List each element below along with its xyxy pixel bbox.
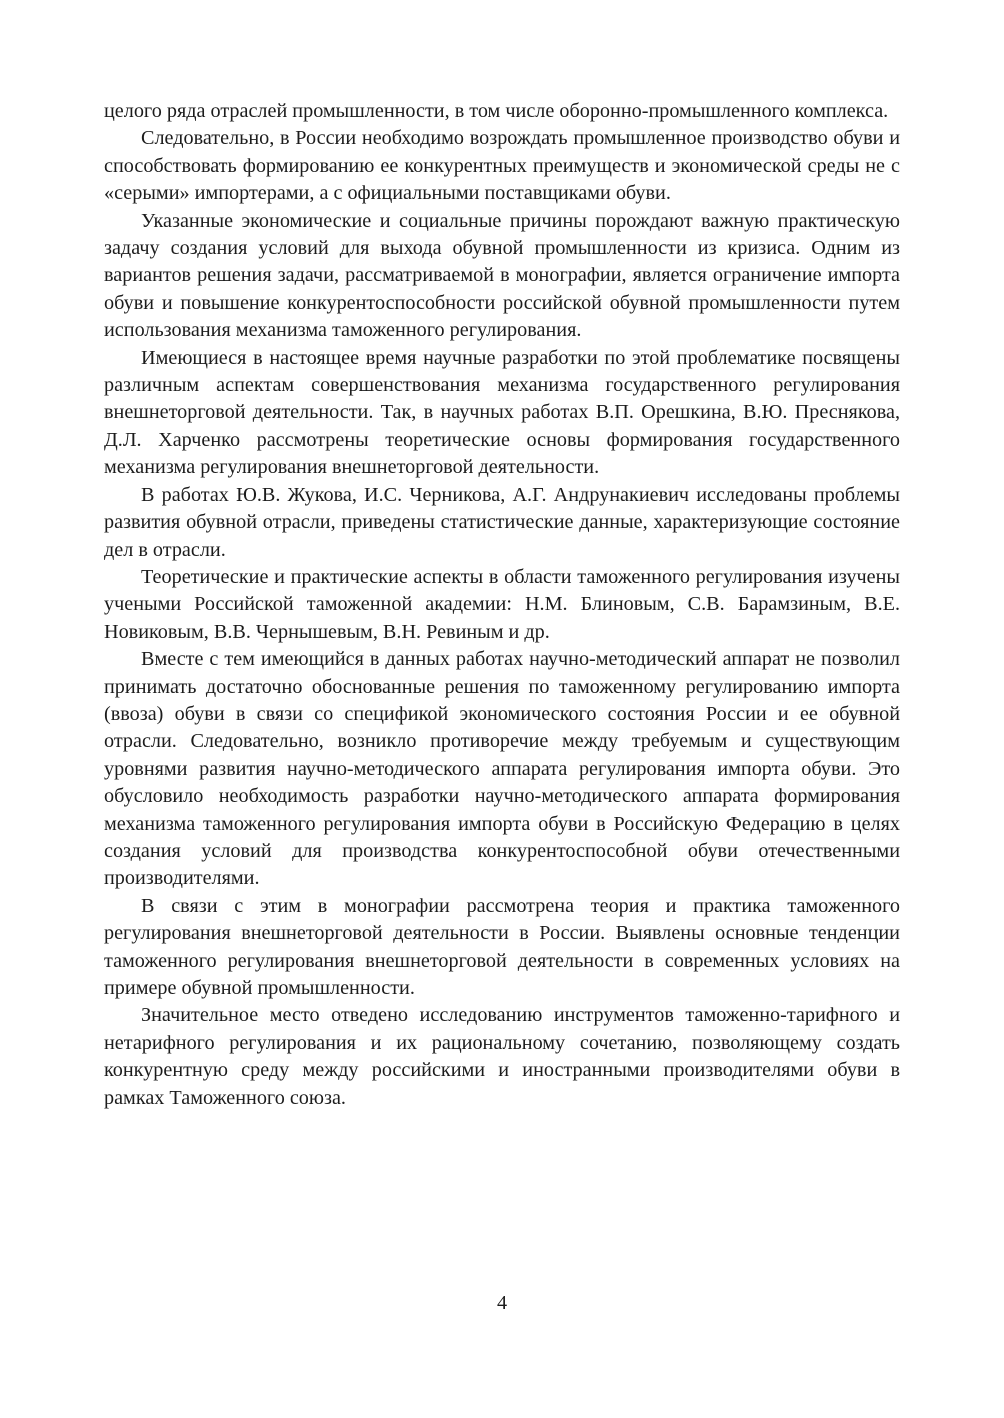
paragraph-4: Имеющиеся в настоящее время научные разработки по этой проблематике посвящены различным аспектам совершенствования механизма государственного регулирования внешнеторговой деятельности. Так, в научных работах В.П. Орешкина, В.Ю. Преснякова, Д.Л. Харченко рассмотрены теоретические основы формирования государственного механизма регулирования внешнеторговой деятельности. <box>104 346 900 479</box>
paragraph-2: Следовательно, в России необходимо возрождать промышленное производство обуви и способствовать формированию ее конкурентных преимуществ и экономической среды не с «серыми» импортерами, а с официальными поставщиками обуви. <box>104 127 900 205</box>
paragraph-3: Указанные экономические и социальные причины порождают важную практическую задачу создания условий для выхода обувной промышленности из кризиса. Одним из вариантов решения задачи, рассматриваемой в монографии, является ограничение импорта обуви и повышение конкурентоспособности российской обувной промышленности путем использования механизма таможенного регулирования. <box>104 209 900 342</box>
paragraph-7: Вместе с тем имеющийся в данных работах научно-методический аппарат не позволил принимать достаточно обоснованные решения по таможенному регулированию импорта (ввоза) обуви в связи со спецификой экономического состояния России и ее обувной отрасли. Следовательно, возникло противоречие между требуемым и существующим уровнями развития научно-методического аппарата регулирования импорта обуви. Это обусловило необходимость разработки научно-методического аппарата формирования механизма таможенного регулирования импорта обуви в Российскую Федерацию в целях создания условий для производства конкурентоспособной обуви отечественными производителями. <box>104 648 900 890</box>
document-body <box>104 98 900 1112</box>
paragraph-5: В работах Ю.В. Жукова, И.С. Черникова, А.Г. Андрунакиевич исследованы проблемы развития обувной отрасли, приведены статистические данные, характеризующие состояние дел в отрасли. <box>104 483 900 561</box>
paragraph-9: Значительное место отведено исследованию инструментов таможенно-тарифного и нетарифного регулирования и их рациональному сочетанию, позволяющему создать конкурентную среду между российскими и иностранными производителями обуви в рамках Таможенного союза. <box>104 1004 900 1109</box>
paragraph-1: целого ряда отраслей промышленности, в том числе оборонно-промышленного комплекса. <box>104 100 889 122</box>
paragraph-6: Теоретические и практические аспекты в области таможенного регулирования изучены учеными Российской таможенной академии: Н.М. Блиновым, С.В. Барамзиным, В.Е. Новиковым, В.В. Чернышевым, В.Н. Ревиным и др. <box>104 565 900 643</box>
paragraph-8: В связи с этим в монографии рассмотрена теория и практика таможенного регулирования внешнеторговой деятельности в России. Выявлены основные тенденции таможенного регулирования внешнеторговой деятельности в современных условиях на примере обувной промышленности. <box>104 894 900 999</box>
page-number: 4 <box>496 1292 508 1314</box>
